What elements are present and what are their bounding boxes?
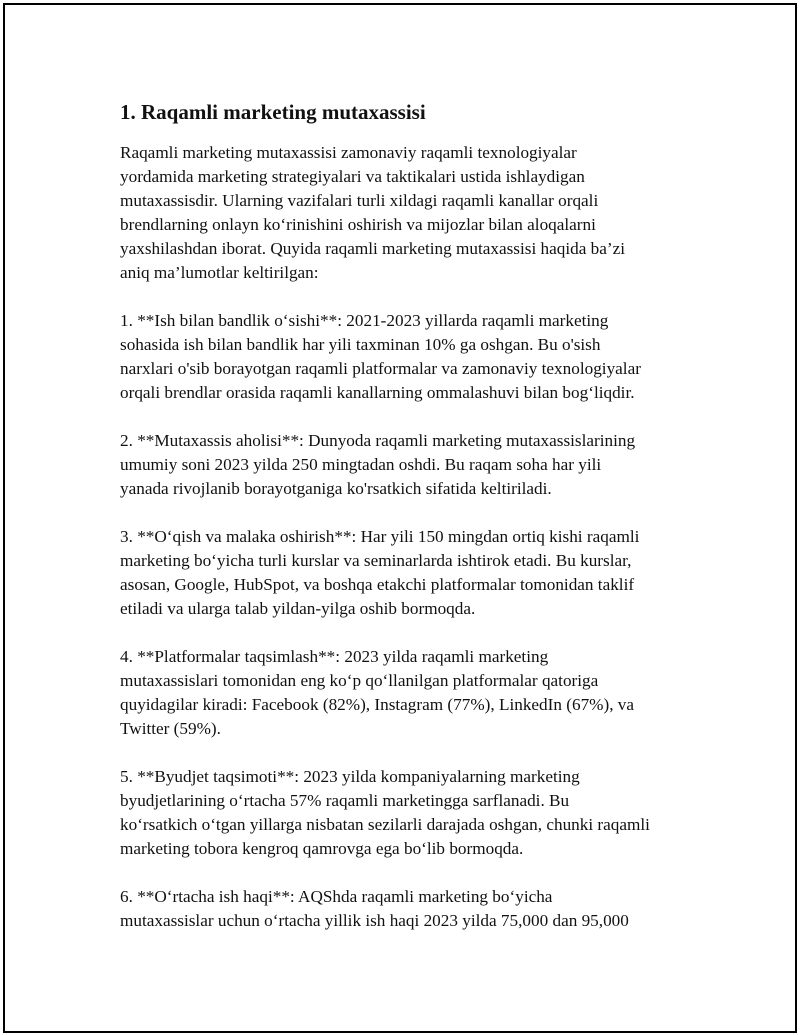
text-line: aniq ma’lumotlar keltirilgan:: [120, 263, 319, 282]
text-line: ko‘rsatkich o‘tgan yillarga nisbatan sezilarli darajada oshgan, chunki raqamli: [120, 815, 650, 834]
intro-paragraph: [120, 141, 700, 285]
text-line: quyidagilar kiradi: Facebook (82%), Instagram (77%), LinkedIn (67%), va: [120, 695, 635, 714]
document-body: [120, 97, 700, 957]
document-title: 1. Raqamli marketing mutaxassisi: [120, 100, 426, 124]
item-employment-growth: [120, 309, 700, 405]
text-line: 1. **Ish bilan bandlik o‘sishi**: 2021-2023 yillarda raqamli marketing: [120, 311, 609, 330]
text-line: mutaxassisdir. Ularning vazifalari turli xildagi raqamli kanallar orqali: [120, 191, 599, 210]
text-line: 3. **O‘qish va malaka oshirish**: Har yili 150 mingdan ortiq kishi raqamli: [120, 527, 640, 546]
text-line: 6. **O‘rtacha ish haqi**: AQShda raqamli marketing bo‘yicha: [120, 887, 553, 906]
text-line: brendlarning onlayn ko‘rinishini oshirish va mijozlar bilan aloqalarni: [120, 215, 596, 234]
text-line: 2. **Mutaxassis aholisi**: Dunyoda raqamli marketing mutaxassislarining: [120, 431, 636, 450]
text-line: mutaxassislari tomonidan eng ko‘p qo‘llanilgan platformalar qatoriga: [120, 671, 599, 690]
text-line: narxlari o'sib borayotgan raqamli platformalar va zamonaviy texnologiyalar: [120, 359, 641, 378]
text-line: mutaxassislar uchun o‘rtacha yillik ish haqi 2023 yilda 75,000 dan 95,000: [120, 911, 629, 930]
text-line: marketing tobora kengroq qamrovga ega bo‘lib bormoqda.: [120, 839, 524, 858]
text-line: 4. **Platformalar taqsimlash**: 2023 yilda raqamli marketing: [120, 647, 549, 666]
text-line: marketing bo‘yicha turli kurslar va seminarlarda ishtirok etadi. Bu kurslar,: [120, 551, 632, 570]
text-line: Raqamli marketing mutaxassisi zamonaviy raqamli texnologiyalar: [120, 143, 577, 162]
text-line: 5. **Byudjet taqsimoti**: 2023 yilda kompaniyalarning marketing: [120, 767, 580, 786]
text-line: Twitter (59%).: [120, 719, 221, 738]
item-specialist-population: [120, 429, 700, 501]
page-frame: [3, 3, 797, 1033]
text-line: asosan, Google, HubSpot, va boshqa etakchi platformalar tomonidan taklif: [120, 575, 635, 594]
item-budget-distribution: [120, 765, 700, 861]
text-line: sohasida ish bilan bandlik har yili taxminan 10% ga oshgan. Bu o'sish: [120, 335, 601, 354]
item-platform-distribution: [120, 645, 700, 741]
text-line: byudjetlarining o‘rtacha 57% raqamli marketingga sarflanadi. Bu: [120, 791, 570, 810]
text-line: yordamida marketing strategiyalari va taktikalari ustida ishlaydigan: [120, 167, 585, 186]
text-line: yanada rivojlanib borayotganiga ko'rsatkich sifatida keltiriladi.: [120, 479, 552, 498]
text-line: orqali brendlar orasida raqamli kanallarning ommalashuvi bilan bog‘liqdir.: [120, 383, 635, 402]
text-line: umumiy soni 2023 yilda 250 mingtadan oshdi. Bu raqam soha har yili: [120, 455, 602, 474]
item-training: [120, 525, 700, 621]
item-average-salary: [120, 885, 700, 933]
text-line: etiladi va ularga talab yildan-yilga oshib bormoqda.: [120, 599, 476, 618]
text-line: yaxshilashdan iborat. Quyida raqamli marketing mutaxassisi haqida ba’zi: [120, 239, 625, 258]
